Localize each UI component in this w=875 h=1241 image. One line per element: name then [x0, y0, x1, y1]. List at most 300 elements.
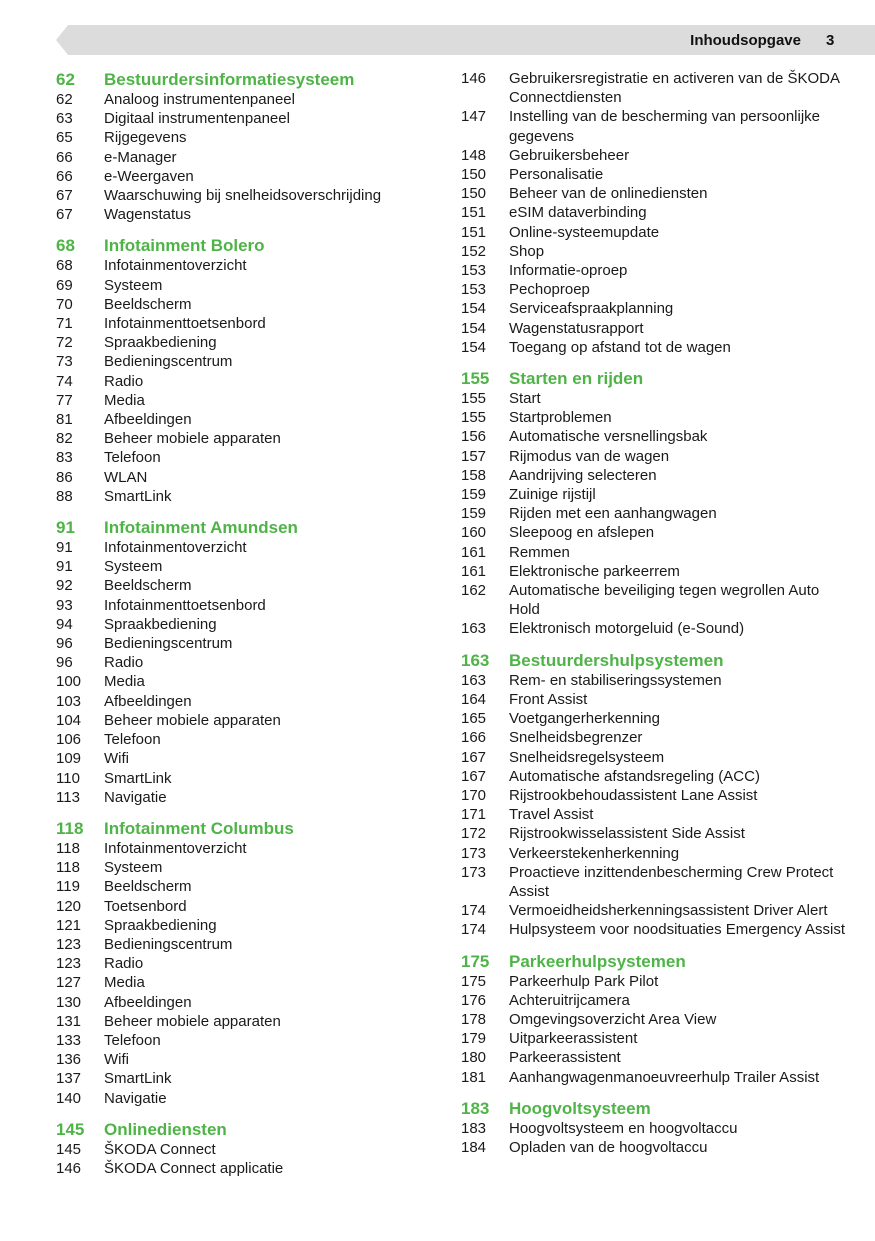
entry-page-number: 166 — [461, 729, 487, 747]
entry-page-number: 73 — [56, 353, 73, 371]
entry-page-number: 171 — [461, 806, 487, 824]
entry-title: Omgevingsoverzicht Area View — [509, 1010, 717, 1028]
toc-entry[interactable] — [461, 581, 851, 619]
toc-entry[interactable] — [56, 205, 436, 224]
entry-page-number: 71 — [56, 315, 73, 333]
entry-title: ŠKODA Connect applicatie — [104, 1159, 284, 1177]
entry-title: e-Weergaven — [104, 167, 194, 185]
entry-title: Systeem — [104, 859, 163, 877]
entry-title: Verkeerstekenherkenning — [509, 844, 680, 862]
toc-section — [56, 517, 436, 807]
entry-title: Waarschuwing bij snelheidsoverschrijding — [104, 187, 382, 205]
entry-page-number: 123 — [56, 935, 82, 953]
entry-title: Infotainmentoverzicht — [104, 539, 247, 557]
entry-page-number: 68 — [56, 257, 73, 275]
entry-title: Automatische beveiliging tegen wegrollen Auto Hold — [509, 582, 820, 619]
entry-title: Wagenstatusrapport — [509, 319, 644, 337]
toc-entry[interactable] — [461, 786, 851, 805]
toc-entry[interactable] — [461, 223, 851, 242]
section-page-number: 68 — [56, 236, 75, 256]
section-page-number: 118 — [56, 818, 84, 838]
section-page-number: 91 — [56, 518, 75, 538]
entry-title: SmartLink — [104, 1070, 172, 1088]
entry-page-number: 110 — [56, 769, 80, 787]
section-title: Starten en rijden — [509, 369, 644, 389]
toc-entry[interactable] — [461, 844, 851, 863]
section-page-number: 183 — [461, 1098, 490, 1118]
entry-page-number: 150 — [461, 166, 487, 184]
toc-entry[interactable] — [461, 767, 851, 786]
entry-page-number: 62 — [56, 91, 73, 108]
toc-entry[interactable] — [56, 1012, 436, 1031]
entry-title: Voetgangerherkenning — [509, 710, 660, 728]
toc-entry[interactable] — [461, 671, 851, 690]
entry-page-number: 67 — [56, 206, 73, 224]
entry-title: Spraakbediening — [104, 334, 217, 352]
entry-page-number: 176 — [461, 991, 487, 1009]
section-page-number: 175 — [461, 951, 490, 971]
toc-entry[interactable] — [56, 916, 436, 935]
toc-entry[interactable] — [56, 954, 436, 973]
entry-title: Radio — [104, 654, 144, 672]
toc-entry[interactable] — [461, 805, 851, 824]
toc-entry[interactable] — [461, 107, 851, 145]
entry-title: Bedieningscentrum — [104, 935, 233, 953]
entry-page-number: 167 — [461, 767, 487, 785]
toc-entry[interactable] — [461, 709, 851, 728]
entry-title: Digitaal instrumentenpaneel — [104, 110, 290, 128]
entry-page-number: 133 — [56, 1031, 82, 1049]
toc-entry[interactable] — [56, 692, 436, 711]
entry-page-number: 147 — [461, 108, 487, 126]
toc-entry[interactable] — [56, 615, 436, 634]
toc-entry[interactable] — [461, 408, 851, 427]
toc-entry[interactable] — [461, 242, 851, 261]
entry-title: Rijstrookwisselassistent Side Assist — [509, 825, 745, 843]
toc-entry[interactable] — [461, 543, 851, 562]
entry-page-number: 162 — [461, 582, 487, 600]
toc-section — [461, 951, 851, 1087]
entry-title: Systeem — [104, 276, 163, 294]
toc-entry[interactable] — [56, 148, 436, 167]
toc-entry[interactable] — [56, 186, 436, 205]
toc-entry[interactable] — [461, 389, 851, 408]
entry-title: Informatie-oproep — [509, 262, 628, 280]
toc-entry[interactable] — [56, 295, 436, 314]
toc-entry[interactable] — [56, 1089, 436, 1108]
entry-title: Analoog instrumentenpaneel — [104, 91, 295, 108]
toc-entry[interactable] — [56, 276, 436, 295]
toc-entry[interactable] — [56, 109, 436, 128]
toc-entry[interactable] — [56, 448, 436, 467]
entry-page-number: 109 — [56, 750, 82, 768]
entry-page-number: 96 — [56, 654, 73, 672]
entry-title: Elektronisch motorgeluid (e-Sound) — [509, 620, 745, 638]
entry-page-number: 146 — [461, 70, 487, 87]
entry-title: Afbeeldingen — [104, 411, 192, 429]
section-page-number: 62 — [56, 70, 75, 89]
entry-page-number: 151 — [461, 223, 487, 241]
entry-page-number: 163 — [461, 671, 487, 689]
toc-left-column — [56, 69, 436, 1189]
section-title: Bestuurdershulpsystemen — [509, 650, 724, 670]
toc-entry[interactable] — [56, 935, 436, 954]
entry-title: Beheer van de onlinediensten — [509, 185, 708, 203]
entry-page-number: 91 — [56, 558, 73, 576]
entry-page-number: 93 — [56, 596, 73, 614]
toc-section — [56, 235, 436, 506]
entry-title: Parkeerassistent — [509, 1049, 621, 1067]
entry-title: SmartLink — [104, 769, 172, 787]
toc-entry[interactable] — [56, 576, 436, 595]
toc-entry[interactable] — [56, 372, 436, 391]
toc-entry[interactable] — [461, 504, 851, 523]
entry-title: Sleepoog en afslepen — [509, 524, 655, 542]
entry-page-number: 63 — [56, 110, 73, 128]
entry-title: Infotainmentoverzicht — [104, 257, 247, 275]
entry-title: Front Assist — [509, 690, 588, 708]
entry-page-number: 83 — [56, 449, 73, 467]
section-page-number: 155 — [461, 369, 490, 389]
entry-title: Rijden met een aanhangwagen — [509, 505, 717, 523]
entry-page-number: 158 — [461, 466, 487, 484]
toc-entry[interactable] — [56, 634, 436, 653]
toc-entry[interactable] — [461, 1119, 851, 1138]
toc-entry[interactable] — [461, 901, 851, 920]
entry-page-number: 81 — [56, 411, 73, 429]
section-title: Parkeerhulpsystemen — [509, 951, 686, 971]
section-heading[interactable] — [461, 368, 851, 389]
entry-page-number: 96 — [56, 635, 73, 653]
toc-entry[interactable] — [56, 256, 436, 275]
entry-title: SmartLink — [104, 487, 172, 505]
toc-section — [461, 69, 851, 357]
entry-title: eSIM dataverbinding — [509, 204, 647, 222]
entry-title: Parkeerhulp Park Pilot — [509, 972, 659, 990]
toc-entry[interactable] — [461, 69, 851, 107]
entry-title: Instelling van de bescherming van persoonlijke gegevens — [509, 108, 821, 145]
toc-entry[interactable] — [56, 429, 436, 448]
toc-entry[interactable] — [56, 749, 436, 768]
entry-title: Proactieve inzittendenbescherming Crew Protect Assist — [509, 863, 834, 900]
entry-title: Afbeeldingen — [104, 692, 192, 710]
entry-page-number: 82 — [56, 430, 73, 448]
entry-title: Media — [104, 391, 145, 409]
toc-entry[interactable] — [56, 788, 436, 807]
entry-page-number: 167 — [461, 748, 487, 766]
entry-title: Startproblemen — [509, 409, 612, 427]
entry-title: Beeldscherm — [104, 577, 192, 595]
entry-title: Pechoproep — [509, 281, 590, 299]
entry-title: Gebruikersregistratie en activeren van de ŠKODA Connectdiensten — [509, 70, 840, 107]
entry-title: Telefoon — [104, 1031, 161, 1049]
section-page-number: 163 — [461, 650, 490, 670]
entry-page-number: 174 — [461, 902, 487, 920]
entry-page-number: 127 — [56, 974, 82, 992]
entry-title: Vermoeidheidsherkenningsassistent Driver Alert — [509, 902, 828, 920]
entry-page-number: 66 — [56, 148, 73, 166]
entry-page-number: 153 — [461, 281, 487, 299]
toc-entry[interactable] — [56, 839, 436, 858]
toc-entry[interactable] — [461, 427, 851, 446]
entry-page-number: 88 — [56, 487, 73, 505]
entry-page-number: 74 — [56, 372, 73, 390]
entry-title: Hoogvoltsysteem en hoogvoltaccu — [509, 1119, 738, 1137]
toc-entry[interactable] — [56, 352, 436, 371]
entry-page-number: 184 — [461, 1138, 487, 1156]
toc-entry[interactable] — [56, 730, 436, 749]
entry-page-number: 173 — [461, 863, 487, 881]
toc-section — [461, 650, 851, 940]
entry-title: Beheer mobiele apparaten — [104, 430, 281, 448]
toc-entry[interactable] — [56, 993, 436, 1012]
entry-title: Media — [104, 673, 145, 691]
entry-title: Toegang op afstand tot de wagen — [509, 338, 731, 356]
toc-section — [56, 69, 436, 224]
toc-entry[interactable] — [461, 261, 851, 280]
toc-entry[interactable] — [56, 672, 436, 691]
toc-entry[interactable] — [461, 972, 851, 991]
toc-section — [56, 1119, 436, 1178]
entry-title: Spraakbediening — [104, 615, 217, 633]
entry-page-number: 163 — [461, 620, 487, 638]
toc-entry[interactable] — [461, 184, 851, 203]
toc-entry[interactable] — [461, 1068, 851, 1087]
entry-page-number: 154 — [461, 300, 487, 318]
entry-page-number: 153 — [461, 262, 487, 280]
entry-page-number: 123 — [56, 955, 82, 973]
toc-entry[interactable] — [56, 90, 436, 109]
entry-title: Beheer mobiele apparaten — [104, 1012, 281, 1030]
toc-entry[interactable] — [56, 858, 436, 877]
toc-entry[interactable] — [56, 769, 436, 788]
section-title: Infotainment Columbus — [104, 818, 294, 838]
toc-entry[interactable] — [461, 1029, 851, 1048]
toc-entry[interactable] — [461, 728, 851, 747]
entry-page-number: 174 — [461, 921, 487, 939]
entry-page-number: 91 — [56, 539, 73, 557]
entry-page-number: 178 — [461, 1010, 487, 1028]
entry-page-number: 159 — [461, 486, 487, 504]
toc-entry[interactable] — [56, 314, 436, 333]
entry-page-number: 172 — [461, 825, 487, 843]
entry-title: Toetsenbord — [104, 897, 187, 915]
entry-title: ŠKODA Connect — [104, 1140, 216, 1158]
entry-title: Hulpsysteem voor noodsituaties Emergency Assist — [509, 921, 845, 939]
toc-entry[interactable] — [461, 165, 851, 184]
entry-title: Infotainmenttoetsenbord — [104, 315, 266, 333]
section-heading[interactable] — [56, 517, 436, 538]
entry-title: Navigatie — [104, 1089, 167, 1107]
toc-entry[interactable] — [461, 619, 851, 638]
toc-entry[interactable] — [56, 596, 436, 615]
entry-title: Radio — [104, 955, 144, 973]
entry-page-number: 154 — [461, 338, 487, 356]
page-title: Inhoudsopgave — [690, 32, 801, 49]
toc-entry[interactable] — [56, 538, 436, 557]
toc-entry[interactable] — [461, 1138, 851, 1157]
toc-entry[interactable] — [56, 1069, 436, 1088]
entry-page-number: 77 — [56, 391, 73, 409]
entry-title: Wagenstatus — [104, 206, 191, 224]
toc-entry[interactable] — [56, 897, 436, 916]
entry-page-number: 156 — [461, 428, 487, 446]
entry-page-number: 148 — [461, 146, 487, 164]
toc-right-column — [461, 69, 851, 1168]
entry-title: Rijgegevens — [104, 129, 187, 147]
entry-page-number: 120 — [56, 897, 82, 915]
entry-title: Systeem — [104, 558, 163, 576]
entry-title: Rijmodus van de wagen — [509, 447, 670, 465]
entry-title: Elektronische parkeerrem — [509, 562, 680, 580]
entry-title: Snelheidsregelsysteem — [509, 748, 665, 766]
entry-page-number: 65 — [56, 129, 73, 147]
toc-entry[interactable] — [56, 557, 436, 576]
toc-entry[interactable] — [56, 410, 436, 429]
entry-page-number: 67 — [56, 187, 73, 205]
entry-page-number: 181 — [461, 1068, 487, 1086]
toc-entry[interactable] — [56, 333, 436, 352]
section-heading[interactable] — [56, 818, 436, 839]
entry-title: Achteruitrijcamera — [509, 991, 630, 1009]
section-title: Infotainment Amundsen — [104, 518, 298, 538]
toc-entry[interactable] — [461, 466, 851, 485]
section-page-number: 145 — [56, 1119, 85, 1139]
entry-page-number: 66 — [56, 167, 73, 185]
toc-entry[interactable] — [461, 1048, 851, 1067]
section-heading[interactable] — [56, 1119, 436, 1140]
entry-page-number: 130 — [56, 993, 82, 1011]
entry-title: Afbeeldingen — [104, 993, 192, 1011]
toc-entry[interactable] — [461, 280, 851, 299]
toc-entry[interactable] — [56, 128, 436, 147]
toc-entry[interactable] — [461, 146, 851, 165]
section-heading[interactable] — [56, 69, 436, 90]
entry-page-number: 118 — [56, 859, 80, 877]
entry-page-number: 151 — [461, 204, 487, 222]
toc-entry[interactable] — [56, 1050, 436, 1069]
toc-entry[interactable] — [461, 203, 851, 222]
entry-page-number: 118 — [56, 839, 80, 857]
toc-entry[interactable] — [461, 319, 851, 338]
entry-page-number: 150 — [461, 185, 487, 203]
toc-entry[interactable] — [56, 167, 436, 186]
entry-page-number: 161 — [461, 562, 487, 580]
entry-page-number: 157 — [461, 447, 487, 465]
entry-page-number: 155 — [461, 390, 487, 408]
entry-page-number: 70 — [56, 295, 73, 313]
entry-title: Aandrijving selecteren — [509, 466, 657, 484]
section-title: Hoogvoltsysteem — [509, 1098, 651, 1118]
entry-page-number: 94 — [56, 615, 73, 633]
entry-title: Serviceafspraakplanning — [509, 300, 674, 318]
entry-page-number: 183 — [461, 1119, 487, 1137]
entry-page-number: 113 — [56, 788, 80, 806]
entry-title: Wifi — [104, 750, 129, 768]
entry-title: Beeldscherm — [104, 295, 192, 313]
entry-title: Gebruikersbeheer — [509, 146, 630, 164]
entry-page-number: 179 — [461, 1030, 487, 1048]
toc-entry[interactable] — [461, 824, 851, 843]
entry-title: Remmen — [509, 543, 570, 561]
entry-title: Bedieningscentrum — [104, 353, 233, 371]
entry-page-number: 140 — [56, 1089, 82, 1107]
entry-page-number: 152 — [461, 242, 487, 260]
entry-page-number: 175 — [461, 972, 487, 990]
entry-page-number: 106 — [56, 731, 82, 749]
entry-title: Uitparkeerassistent — [509, 1030, 638, 1048]
entry-page-number: 72 — [56, 334, 73, 352]
toc-entry[interactable] — [56, 877, 436, 896]
toc-entry[interactable] — [461, 447, 851, 466]
toc-entry[interactable] — [56, 1159, 436, 1178]
toc-entry[interactable] — [461, 863, 851, 901]
toc-entry[interactable] — [56, 711, 436, 730]
entry-title: Wifi — [104, 1051, 129, 1069]
toc-entry[interactable] — [56, 487, 436, 506]
entry-page-number: 86 — [56, 468, 73, 486]
entry-page-number: 173 — [461, 844, 487, 862]
toc-entry[interactable] — [56, 468, 436, 487]
toc-entry[interactable] — [56, 1031, 436, 1050]
section-heading[interactable] — [461, 1098, 851, 1119]
toc-entry[interactable] — [461, 690, 851, 709]
section-title: Onlinediensten — [104, 1119, 227, 1139]
toc-entry[interactable] — [56, 653, 436, 672]
entry-page-number: 103 — [56, 692, 82, 710]
entry-title: Telefoon — [104, 449, 161, 467]
entry-page-number: 164 — [461, 690, 487, 708]
section-heading[interactable] — [56, 235, 436, 256]
entry-page-number: 100 — [56, 673, 82, 691]
toc-entry[interactable] — [461, 338, 851, 357]
toc-section — [461, 368, 851, 639]
entry-title: Travel Assist — [509, 806, 594, 824]
entry-title: Aanhangwagenmanoeuvreerhulp Trailer Assist — [509, 1068, 820, 1086]
entry-title: Online-systeemupdate — [509, 223, 660, 241]
toc-entry[interactable] — [461, 920, 851, 939]
entry-page-number: 145 — [56, 1140, 82, 1158]
toc-entry[interactable] — [461, 748, 851, 767]
entry-page-number: 160 — [461, 524, 487, 542]
toc-entry[interactable] — [461, 299, 851, 318]
toc-entry[interactable] — [56, 391, 436, 410]
entry-title: e-Manager — [104, 148, 177, 166]
section-heading[interactable] — [461, 650, 851, 671]
entry-page-number: 170 — [461, 786, 487, 804]
toc-entry[interactable] — [461, 1010, 851, 1029]
entry-title: Bedieningscentrum — [104, 635, 233, 653]
toc-entry[interactable] — [461, 523, 851, 542]
entry-title: Rem- en stabiliseringssystemen — [509, 671, 722, 689]
entry-title: Snelheidsbegrenzer — [509, 729, 643, 747]
entry-page-number: 104 — [56, 711, 82, 729]
entry-page-number: 159 — [461, 505, 487, 523]
entry-page-number: 180 — [461, 1049, 487, 1067]
toc-entry[interactable] — [461, 562, 851, 581]
entry-title: Beheer mobiele apparaten — [104, 711, 281, 729]
toc-entry[interactable] — [56, 1140, 436, 1159]
toc-entry[interactable] — [56, 973, 436, 992]
toc-entry[interactable] — [461, 991, 851, 1010]
entry-title: Automatische afstandsregeling (ACC) — [509, 767, 760, 785]
toc-entry[interactable] — [461, 485, 851, 504]
entry-title: Beeldscherm — [104, 878, 192, 896]
section-heading[interactable] — [461, 951, 851, 972]
entry-title: Radio — [104, 372, 144, 390]
entry-title: Media — [104, 974, 145, 992]
page-number: 3 — [826, 32, 835, 49]
